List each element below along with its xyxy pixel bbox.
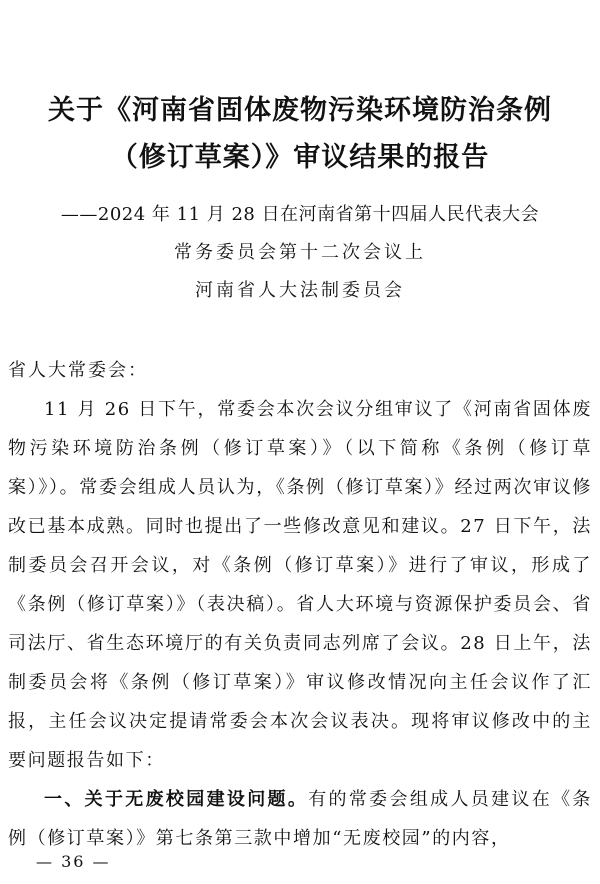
- body-paragraph-2: [8, 780, 592, 858]
- section-heading-1: 一、关于无废校园建设问题。: [44, 789, 309, 810]
- subtitle-meeting-line: 常务委员会第十二次会议上: [174, 242, 426, 263]
- body-paragraph-1: 11 月 26 日下午，常委会本次会议分组审议了《河南省固体废物污染环境防治条例（修订草案）》（以下简称《条例（修订草案）》）。常委会组成人员认为，《条例（修订草案）》经过两次审议修改已基本成熟。同时也提出了一些修改意见和建议。27 日下午，法制委员会召开会议，对《条例（修订草案）》进行了审议，形成了《条例（修订草案）》（表决稿）。省人大环境与资源保护委员会、省司法厅、省生态环境厅的有关负责同志列席了会议。28 日上午，法制委员会将《条例（修订草案）》审议修改情况向主任会议作了汇报，主任会议决定提请常委会本次会议表决。现将审议修改中的主要问题报告如下：: [8, 399, 592, 771]
- salutation: 省人大常委会：: [8, 360, 148, 381]
- page-number: — 36 —: [36, 852, 111, 871]
- document-title-line-1: 关于《河南省固体废物污染环境防治条例: [48, 95, 552, 126]
- subtitle-author-line: 河南省人大法制委员会: [195, 280, 405, 301]
- body-paragraph-2-text: 有的常委会组成人员建议在《条例（修订草案）》第七条第三款中增加“无废校园”的内容，: [8, 789, 592, 849]
- subtitle-date-line: ——2024 年 11 月 28 日在河南省第十四届人民代表大会: [60, 204, 540, 225]
- document-title-line-2: （修订草案）》审议结果的报告: [110, 142, 490, 173]
